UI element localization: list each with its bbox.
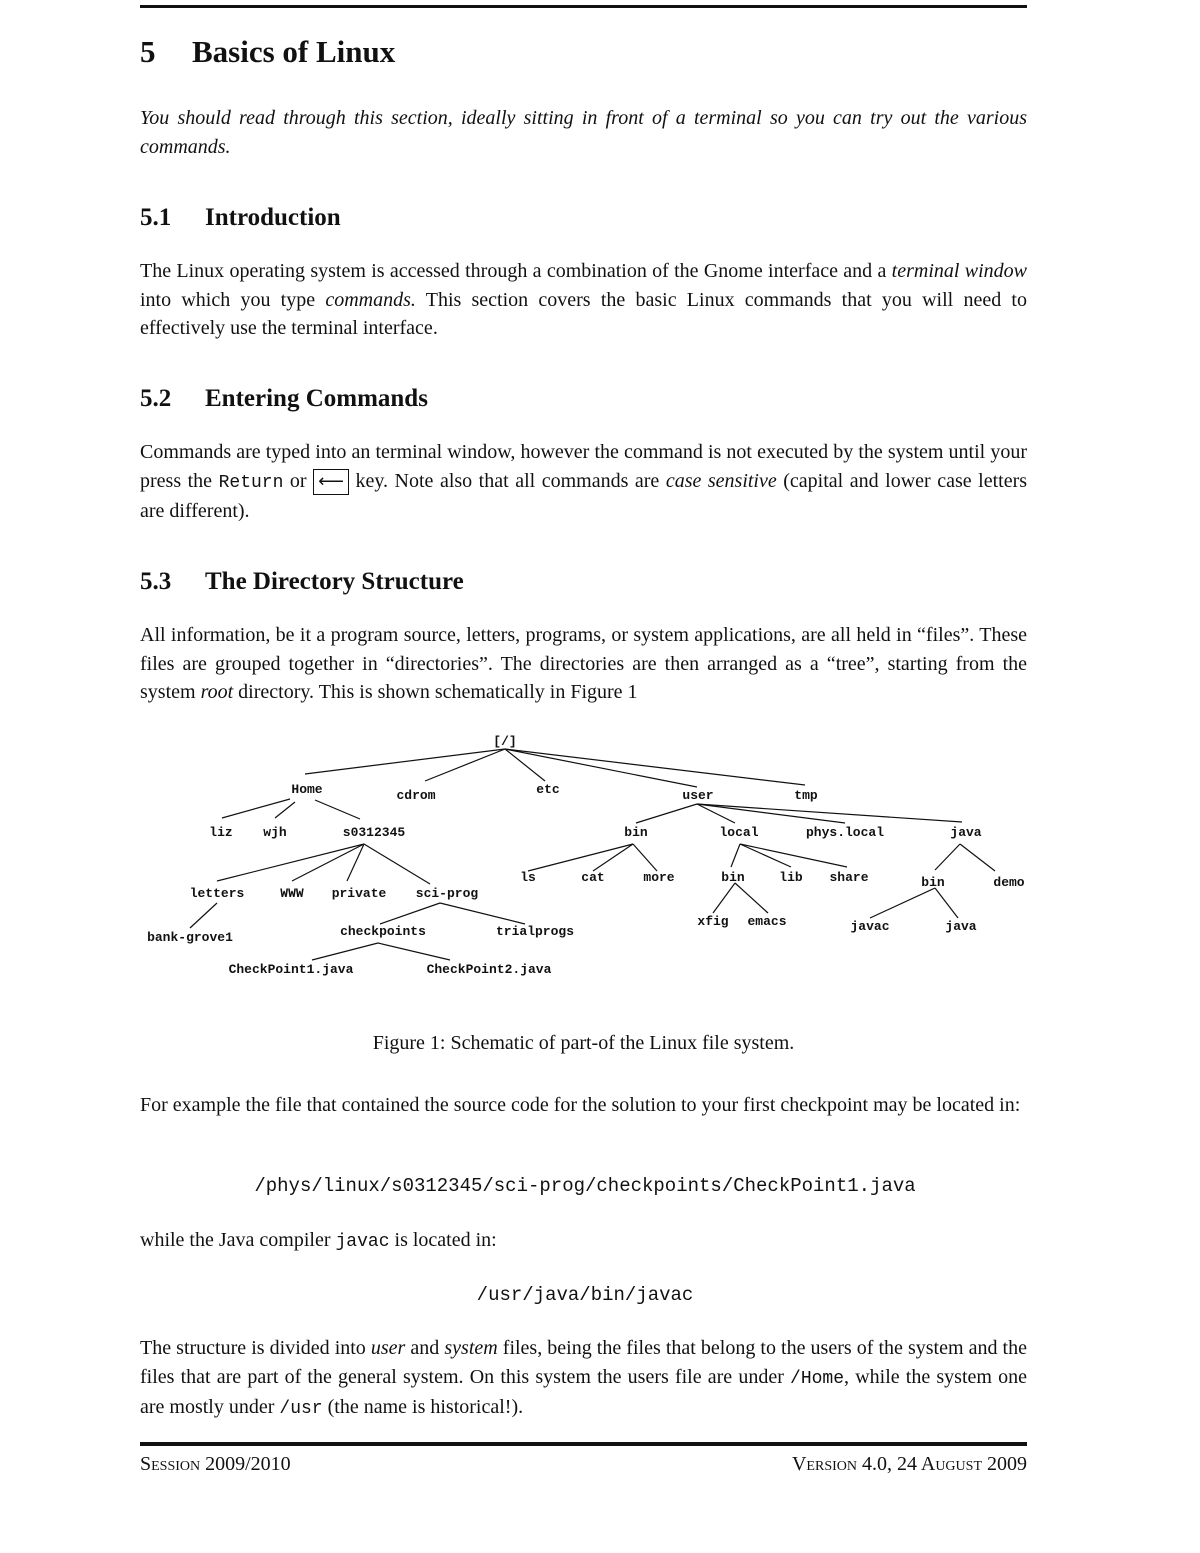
text-run: key. Note also that all commands are	[348, 469, 666, 492]
figure-caption: Figure 1: Schematic of part-of the Linux file system.	[372, 1032, 795, 1054]
node-cat: cat	[581, 870, 605, 885]
code-javac: javac	[335, 1232, 390, 1252]
node-user: user	[682, 788, 714, 803]
node-ls: ls	[520, 870, 536, 885]
node-demo: demo	[993, 875, 1025, 890]
node-java-bin: bin	[921, 875, 945, 890]
node-bin: bin	[624, 825, 648, 840]
entering-commands-paragraph	[140, 438, 1027, 526]
text-run: All information, be it a program source, letters, programs, or system applications, are all held in “files”. These files are grouped together in “directories”. The directories are then arranged as a “tree”, starting from the system	[140, 624, 1027, 703]
subsection-number: 5.2	[140, 385, 172, 412]
bottom-rule	[140, 1442, 1027, 1446]
top-rule	[140, 5, 1027, 8]
emphasis-user: user	[370, 1337, 406, 1359]
text-run: and	[405, 1337, 445, 1359]
node-sci-prog: sci-prog	[415, 886, 479, 901]
node-etc: etc	[536, 782, 560, 797]
subsection-title: Introduction	[205, 204, 341, 231]
subsection-heading-introduction	[140, 204, 341, 232]
text-run: (the name is historical!).	[322, 1396, 524, 1418]
node-trialprogs: trialprogs	[495, 924, 575, 939]
subsection-heading-directory-structure	[140, 568, 464, 596]
node-lib: lib	[779, 870, 803, 885]
section-intro: You should read through this section, ideally sitting in front of a terminal so you can try out the various commands.	[140, 107, 1027, 158]
node-java: java	[950, 825, 982, 840]
text-run: Commands are typed into an terminal window, however the command is not executed by the system until your press the	[140, 441, 1027, 492]
example-paragraph: For example the file that contained the source code for the solution to your first checkpoint may be located in:	[140, 1094, 1021, 1116]
node-java-exe: java	[945, 919, 977, 934]
node-xfig: xfig	[697, 914, 729, 929]
text-run: The Linux operating system is accessed through a combination of the Gnome interface and a	[140, 260, 892, 282]
node-share: share	[829, 870, 869, 885]
directory-structure-paragraph	[140, 621, 1027, 707]
node-s0312345: s0312345	[342, 825, 406, 840]
emphasis-terminal-window: terminal window	[891, 260, 1027, 282]
emphasis-case-sensitive: case sensitive	[665, 469, 777, 492]
text-run: The structure is divided into	[140, 1337, 371, 1359]
node-cdrom: cdrom	[396, 788, 436, 803]
node-wjh: wjh	[263, 825, 287, 840]
section-title: Basics of Linux	[192, 34, 396, 69]
text-run: while the Java compiler	[140, 1229, 336, 1251]
node-phys-local: phys.local	[805, 825, 885, 840]
subsection-title: The Directory Structure	[205, 568, 464, 595]
text-run: , while the system one are mostly under	[140, 1365, 1027, 1418]
text-run: into which you type	[140, 288, 326, 311]
footer-version: Version 4.0, 24 August 2009	[791, 1453, 1027, 1475]
subsection-title: Entering Commands	[205, 385, 428, 412]
node-checkpoint2: CheckPoint2.java	[426, 962, 552, 977]
node-more: more	[643, 870, 675, 885]
node-bank-grove: bank-grove1	[147, 930, 233, 945]
node-local-bin: bin	[721, 870, 745, 885]
text-run: files, being the files that belong to the users of the system and the files that are part of the general system. On this system the users file are under	[140, 1337, 1027, 1388]
text-run: directory. This is shown schematically in Figure 1	[233, 681, 638, 703]
node-home: Home	[291, 782, 323, 797]
text-run: is located in:	[389, 1229, 497, 1251]
node-javac: javac	[850, 919, 890, 934]
checkpoint-path: /phys/linux/s0312345/sci-prog/checkpoints/CheckPoint1.java	[254, 1175, 916, 1197]
section-heading	[140, 34, 395, 70]
javac-paragraph	[140, 1226, 1027, 1257]
node-local: local	[719, 825, 759, 840]
node-letters: letters	[189, 886, 245, 901]
return-key-icon: ⟵	[313, 469, 349, 495]
code-usr: /usr	[279, 1399, 323, 1419]
introduction-paragraph	[140, 257, 1027, 343]
subsection-number: 5.3	[140, 568, 172, 595]
text-run: or	[283, 469, 314, 492]
emphasis-root: root	[200, 681, 234, 703]
text-run: This section covers the basic Linux commands that you will need to effectively use the terminal interface.	[140, 288, 1027, 339]
node-checkpoints: checkpoints	[340, 924, 426, 939]
node-private: private	[331, 886, 387, 901]
node-tmp: tmp	[794, 788, 818, 803]
node-root: [/]	[493, 734, 517, 749]
node-checkpoint1: CheckPoint1.java	[228, 962, 354, 977]
javac-path: /usr/java/bin/javac	[476, 1284, 694, 1306]
file-system-tree-diagram	[0, 725, 1200, 990]
node-emacs: emacs	[747, 914, 787, 929]
subsection-heading-entering-commands	[140, 385, 428, 413]
emphasis-commands: commands.	[325, 288, 416, 311]
code-return: Return	[218, 472, 284, 493]
node-www: WWW	[280, 886, 304, 901]
node-liz: liz	[209, 825, 233, 840]
code-home: /Home	[790, 1368, 845, 1389]
subsection-number: 5.1	[140, 204, 172, 231]
footer-session: Session 2009/2010	[140, 1453, 291, 1475]
text-run: (capital and lower case letters are different).	[140, 469, 1028, 522]
section-number: 5	[140, 34, 156, 69]
emphasis-system: system	[444, 1337, 498, 1359]
structure-paragraph	[140, 1334, 1027, 1424]
